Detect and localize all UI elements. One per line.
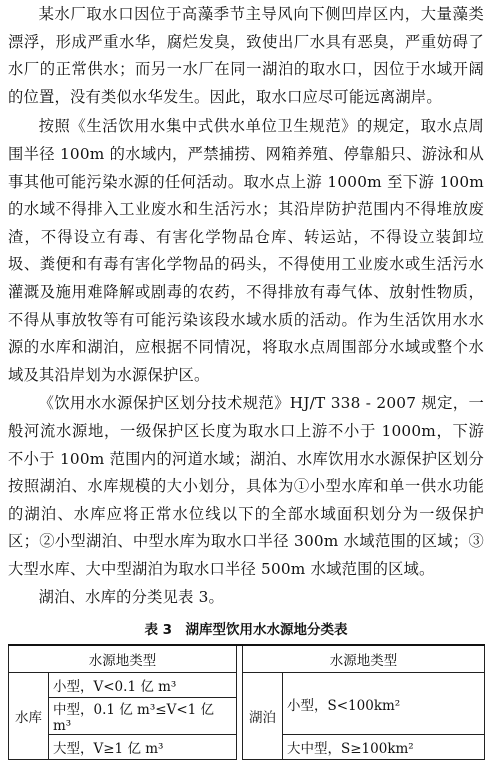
lake-group-label: 湖泊: [243, 673, 283, 760]
table-header-row: [9, 645, 485, 673]
reservoir-small: 小型，V<0.1 亿 m³: [49, 673, 237, 698]
paragraph-4: 湖泊、水库的分类见表 3。: [38, 588, 225, 607]
reservoir-large: 大型，V≥1 亿 m³: [49, 735, 237, 760]
reservoir-medium: 中型，0.1 亿 m³≤V<1 亿 m³: [49, 698, 237, 735]
table-row: [9, 673, 485, 698]
paragraph-1: 某水厂取水口因位于高藻季节主导风向下侧凹岸区内，大量藻类漂浮，形成严重水华，腐烂发臭，致使出厂水具有恶臭，严重妨碍了水厂的正常供水；而另一水厂在同一湖泊的取水口，因位于水域开阔的位置，没有类似水华发生。因此，取水口应尽可能远离湖岸。: [8, 5, 484, 106]
header-left: 水源地类型: [9, 645, 237, 673]
paragraph-3: 《饮用水水源保护区划分技术规范》HJ/T 338 - 2007 规定，一般河流水源地，一级保护区长度为取水口上游不小于 1000m，下游不小于 100m 范围内的河道水域；湖泊、水库饮用水水源保护区划分按照湖泊、水库规模的大小划分，具体为①小型水库和单一供水功能的湖泊、水库应将正常水位线以下的全部水域面积划分为一级保护区；②小型湖泊、中型水库为取水口半径 300m 水域范围的区域；③大型水库、大中型湖泊为取水口半径 500m 水域范围的区域。: [8, 394, 484, 578]
header-right: 水源地类型: [243, 645, 485, 673]
document-page: [8, 0, 484, 760]
lake-small: 小型，S<100km²: [283, 673, 485, 735]
paragraph-2: 按照《生活饮用水集中式供水单位卫生规范》的规定，取水点周围半径 100m 的水域内，严禁捕捞、网箱养殖、停靠船只、游泳和从事其他可能污染水源的任何活动。取水点上游 1000m 至下游 100m 的水域不得排入工业废水和生活污水；其沿岸防护范围内不得堆放废渣，不得设立有毒、有害化学物品仓库、转运站，不得设立装卸垃圾、粪便和有毒有害化学物品的码头，不得使用工业废水或生活污水灌溉及施用难降解或剧毒的农药，不得排放有毒气体、放射性物质，不得从事放牧等有可能污染该段水域水质的活动。作为生活饮用水水源的水库和湖泊，应根据不同情况，将取水点周围部分水域或整个水域及其沿岸划为水源保护区。: [8, 117, 484, 384]
table-caption: 表 3 湖库型饮用水水源地分类表: [144, 622, 348, 639]
lake-large: 大中型，S≥100km²: [283, 735, 485, 760]
reservoir-classification-table: [8, 644, 485, 760]
reservoir-group-label: 水库: [9, 673, 49, 760]
